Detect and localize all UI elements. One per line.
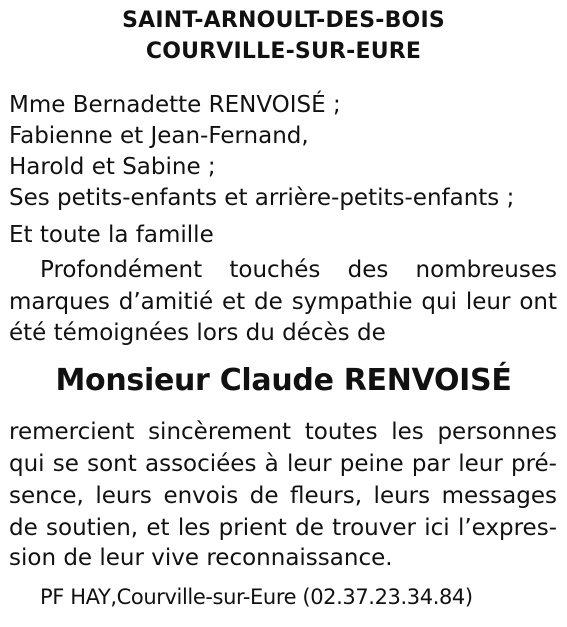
thanks-line-5: sion de leur vive reconnaissance.	[9, 545, 393, 571]
thanks-line-3: sence, leurs envois de fleurs, leurs messages	[9, 483, 557, 509]
header-town-1: SAINT-ARNOULT-DES-BOIS	[122, 8, 445, 33]
deceased-name: Monsieur Claude RENVOISÉ	[55, 363, 512, 398]
family-line-4: Ses petits-enfants et arrière-petits-enfants ;	[9, 185, 515, 211]
thanks-line-1: remercient sincèrement toutes les personnes	[9, 419, 557, 445]
intro-line-3: été témoignées lors du décès de	[9, 320, 386, 346]
family-line-2: Fabienne et Jean-Fernand,	[9, 123, 309, 149]
intro-line-1: Profondément touchés des nombreuses	[40, 257, 557, 283]
thanks-line-4: de soutien, et les prient de trouver ici l’expres-	[9, 515, 557, 541]
header-town-2: COURVILLE-SUR-EURE	[145, 39, 422, 64]
thanks-line-2: qui se sont associées à leur peine par leur pré-	[9, 451, 557, 477]
family-line-3: Harold et Sabine ;	[9, 154, 216, 180]
family-line-1: Mme Bernadette RENVOISÉ ;	[9, 92, 341, 118]
family-line-5: Et toute la famille	[9, 222, 214, 248]
intro-line-2: marques d’amitié et de sympathie qui leur ont	[9, 289, 557, 315]
funeral-home-contact: PF HAY,Courville-sur-Eure (02.37.23.34.84)	[40, 585, 473, 609]
